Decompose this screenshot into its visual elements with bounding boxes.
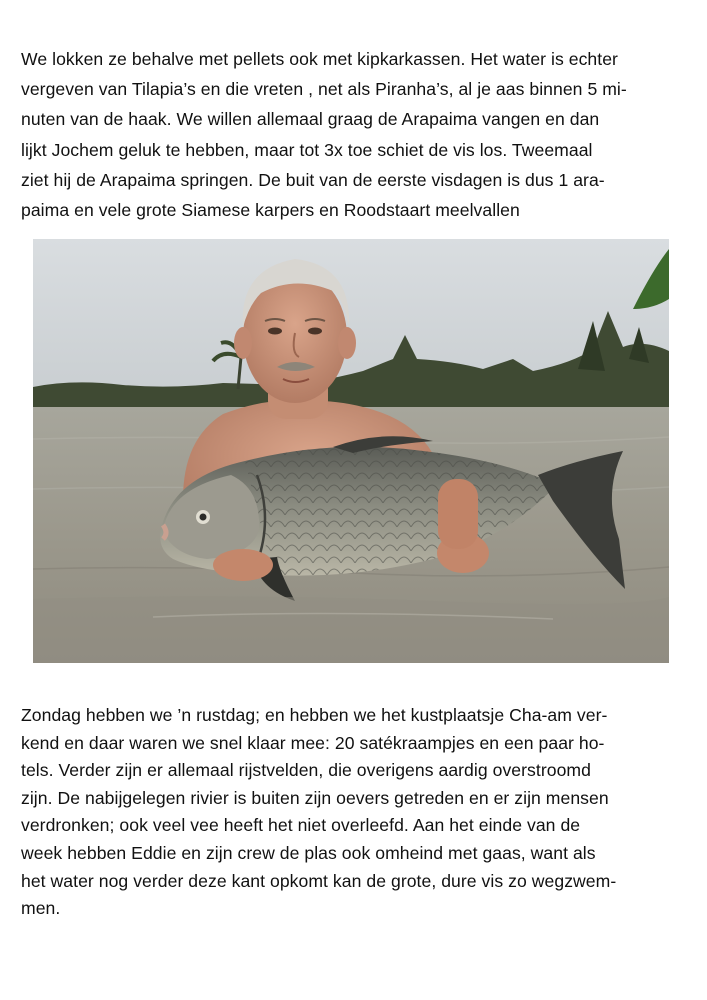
left-hand xyxy=(213,549,273,581)
photo-man-with-carp xyxy=(33,239,669,663)
paragraph-line: verdronken; ook veel vee heeft het niet overleefd. Aan het einde van de xyxy=(21,815,581,836)
paragraph-line: We lokken ze behalve met pellets ook met kipkarkassen. Het water is echter xyxy=(21,49,618,69)
paragraph-rest-day xyxy=(21,702,686,923)
paragraph-line: week hebben Eddie en zijn crew de plas ook omheind met gaas, want als xyxy=(21,842,596,863)
paragraph-line: ziet hij de Arapaima springen. De buit van de eerste visdagen is dus 1 ara- xyxy=(21,169,605,190)
paragraph-line: lijkt Jochem geluk te hebben, maar tot 3x toe schiet de vis los. Tweemaal xyxy=(21,139,593,160)
paragraph-line: paima en vele grote Siamese karpers en Roodstaart meelvallen xyxy=(21,200,520,221)
paragraph-line: kend en daar waren we snel klaar mee: 20 satékraampjes en een paar ho- xyxy=(21,732,605,753)
paragraph-line: zijn. De nabijgelegen rivier is buiten zijn oevers getreden en er zijn mensen xyxy=(21,787,609,808)
paragraph-intro xyxy=(21,44,686,225)
paragraph-line: het water nog verder deze kant opkomt kan de grote, dure vis zo wegzwem- xyxy=(21,870,617,891)
paragraph-line: men. xyxy=(21,898,61,919)
paragraph-line: Zondag hebben we ’n rustdag; en hebben we het kustplaatsje Cha-am ver- xyxy=(21,705,608,725)
paragraph-line: tels. Verder zijn er allemaal rijstvelden, die overigens aardig overstroomd xyxy=(21,760,591,781)
paragraph-line: nuten van de haak. We willen allemaal graag de Arapaima vangen en dan xyxy=(21,109,600,130)
paragraph-line: vergeven van Tilapia’s en die vreten , net als Piranha’s, al je aas binnen 5 mi- xyxy=(21,79,627,100)
